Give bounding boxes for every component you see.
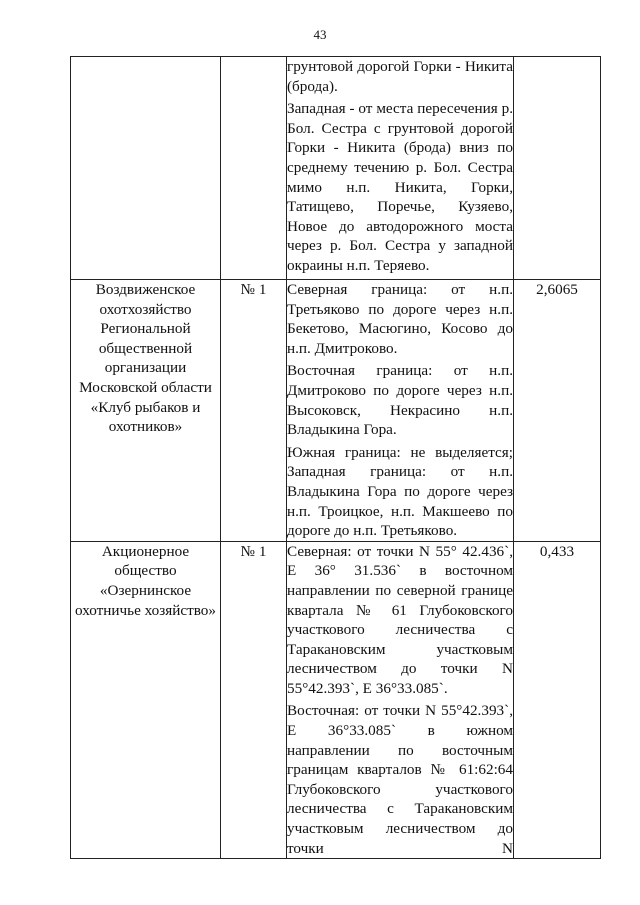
boundary-paragraph: Южная граница: не выделяется; Западная граница: от н.п. Владыкина Гора по дороге через н.п. Троицкое, н.п. Макшеево по дороге до н.п. Третьяково. bbox=[287, 443, 513, 540]
organization-cell: Акционерное общество «Озернинское охотничье хозяйство» bbox=[71, 541, 221, 859]
boundary-paragraph: Восточная граница: от н.п. Дмитроково по дороге через н.п. Высоковск, Некрасино н.п. Владыкина Гора. bbox=[287, 362, 513, 439]
organization-cell bbox=[71, 57, 221, 280]
table-row bbox=[71, 57, 601, 280]
area-cell: 2,6065 bbox=[514, 280, 601, 542]
boundary-paragraph: Западная - от места пересечения р. Бол. Сестра с грунтовой дорогой Горки - Никита (брода) вниз по среднему течению р. Бол. Сестра мимо н.п. Никита, Горки, Татищево, Поречье, Кузяево, Новое до автодорожного моста через р. Бол. Сестра у западной окраины н.п. Теряево. bbox=[287, 100, 513, 274]
boundary-paragraph: грунтовой дорогой Горки - Никита (брода). bbox=[287, 58, 513, 95]
boundary-paragraph: Северная: от точки N 55° 42.436`, E 36° 31.536` в восточном направлении по северной границе квартала № 61 Глубоковского участкового лесничества с Таракановским участковым лесничеством до точки N 55°42.393`, E 36°33.085`. bbox=[287, 542, 513, 697]
boundary-description-cell bbox=[287, 57, 514, 280]
boundary-paragraph: Северная граница: от н.п. Третьяково по дороге через н.п. Бекетово, Масюгино, Косово до н.п. Дмитроково. bbox=[287, 281, 513, 357]
table-row bbox=[71, 280, 601, 542]
hunting-grounds-table bbox=[70, 56, 601, 859]
table-row bbox=[71, 541, 601, 859]
number-cell: № 1 bbox=[221, 280, 287, 542]
boundary-description-cell bbox=[287, 541, 514, 859]
organization-cell: Воздвиженское охотхозяйство Региональной общественной организации Московской области «Клуб рыбаков и охотников» bbox=[71, 280, 221, 542]
number-cell: № 1 bbox=[221, 541, 287, 859]
boundary-paragraph: Восточная: от точки N 55°42.393`, E 36°33.085` в южном направлении по восточным границам кварталов № 61:62:64 Глубоковского участкового лесничества с Таракановским участковым лесничеством до точки N bbox=[287, 702, 513, 857]
boundary-description-cell bbox=[287, 280, 514, 542]
area-cell bbox=[514, 57, 601, 280]
number-cell bbox=[221, 57, 287, 280]
page-number: 43 bbox=[313, 27, 327, 42]
area-cell: 0,433 bbox=[514, 541, 601, 859]
